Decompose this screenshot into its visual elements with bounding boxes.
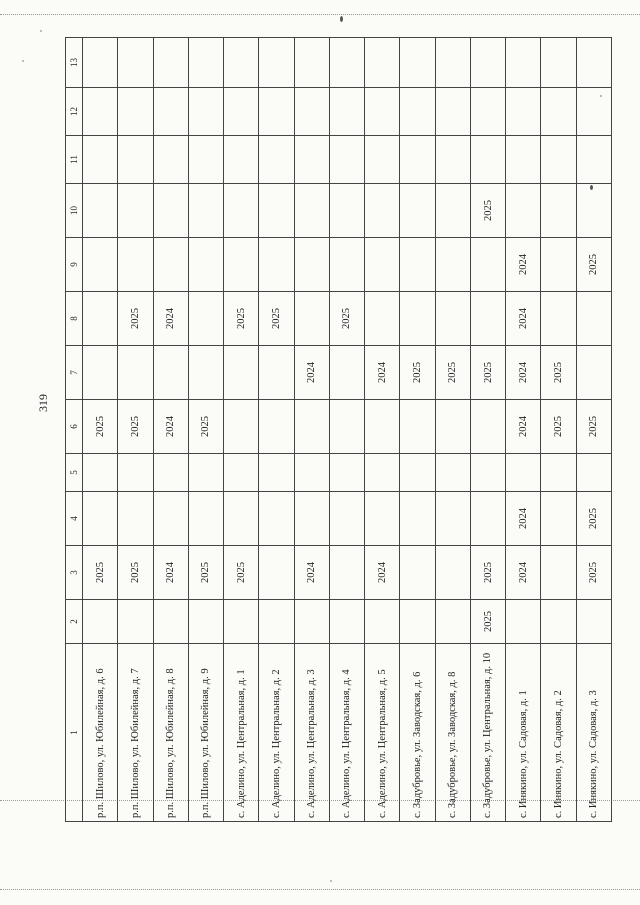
table-row: [153, 38, 188, 822]
year-cell: [153, 600, 188, 644]
scan-speck: [340, 16, 343, 22]
address-cell: р.п. Шилово, ул. Юбилейная, д. 9: [188, 644, 223, 822]
year-cell: [576, 600, 611, 644]
table-row: [83, 38, 118, 822]
year-cell: [188, 346, 223, 400]
year-cell: [435, 88, 470, 136]
year-cell: [224, 136, 259, 184]
column-header: 4: [66, 492, 83, 546]
year-cell: 2024: [506, 238, 541, 292]
year-cell: [329, 454, 364, 492]
year-cell: [329, 88, 364, 136]
year-cell: [365, 400, 400, 454]
year-cell: [329, 492, 364, 546]
year-cell: [153, 184, 188, 238]
year-cell: [259, 136, 294, 184]
column-header: 11: [66, 136, 83, 184]
year-cell: 2025: [224, 546, 259, 600]
scan-speck: [330, 880, 332, 882]
year-cell: [118, 346, 153, 400]
year-cell: [541, 136, 576, 184]
year-cell: [188, 492, 223, 546]
year-cell: [329, 38, 364, 88]
year-cell: 2024: [294, 546, 329, 600]
year-cell: [224, 38, 259, 88]
year-cell: 2025: [576, 546, 611, 600]
year-cell: [153, 238, 188, 292]
year-cell: [188, 136, 223, 184]
year-cell: [224, 238, 259, 292]
table-row: [329, 38, 364, 822]
year-cell: [224, 88, 259, 136]
column-header: 7: [66, 346, 83, 400]
year-cell: 2025: [118, 292, 153, 346]
year-cell: [435, 136, 470, 184]
table-row: [400, 38, 435, 822]
address-cell: р.п. Шилово, ул. Юбилейная, д. 8: [153, 644, 188, 822]
year-cell: [576, 454, 611, 492]
year-cell: [435, 546, 470, 600]
year-cell: [576, 184, 611, 238]
year-cell: [435, 38, 470, 88]
address-cell: с. Аделино, ул. Центральная, д. 2: [259, 644, 294, 822]
table-row: [435, 38, 470, 822]
year-cell: [83, 454, 118, 492]
year-cell: [118, 184, 153, 238]
year-cell: [576, 346, 611, 400]
year-cell: [365, 454, 400, 492]
address-cell: с. Задубровье, ул. Заводская, д. 8: [435, 644, 470, 822]
year-cell: [118, 38, 153, 88]
year-cell: [400, 38, 435, 88]
year-cell: [400, 238, 435, 292]
year-cell: [400, 454, 435, 492]
year-cell: [224, 492, 259, 546]
year-cell: [435, 600, 470, 644]
year-cell: [329, 546, 364, 600]
year-cell: 2024: [506, 400, 541, 454]
year-cell: [541, 184, 576, 238]
year-cell: 2025: [470, 184, 505, 238]
year-cell: [294, 184, 329, 238]
year-cell: 2025: [470, 546, 505, 600]
year-cell: [541, 38, 576, 88]
year-cell: 2025: [576, 238, 611, 292]
year-cell: 2024: [365, 546, 400, 600]
year-cell: [506, 454, 541, 492]
table-container: [65, 38, 612, 822]
column-header: 9: [66, 238, 83, 292]
year-cell: [470, 400, 505, 454]
page-number: 319: [36, 394, 50, 412]
year-cell: [576, 136, 611, 184]
year-cell: [224, 600, 259, 644]
year-cell: [259, 346, 294, 400]
scan-speck: [40, 30, 42, 32]
year-cell: [506, 88, 541, 136]
table-row: [576, 38, 611, 822]
table-row: [365, 38, 400, 822]
year-cell: 2025: [576, 400, 611, 454]
year-cell: [294, 492, 329, 546]
year-cell: 2025: [541, 346, 576, 400]
year-cell: [118, 600, 153, 644]
year-cell: 2024: [506, 546, 541, 600]
year-cell: [365, 238, 400, 292]
table-row: [470, 38, 505, 822]
year-cell: 2025: [188, 400, 223, 454]
year-cell: [188, 238, 223, 292]
address-cell: с. Инякино, ул. Садовая, д. 2: [541, 644, 576, 822]
address-cell: р.п. Шилово, ул. Юбилейная, д. 6: [83, 644, 118, 822]
year-cell: [153, 454, 188, 492]
table-row: [224, 38, 259, 822]
year-cell: [541, 546, 576, 600]
year-cell: [224, 400, 259, 454]
year-cell: 2024: [365, 346, 400, 400]
year-cell: [329, 600, 364, 644]
table-row: [188, 38, 223, 822]
year-cell: [576, 88, 611, 136]
year-cell: [83, 238, 118, 292]
year-cell: [83, 346, 118, 400]
year-cell: [259, 600, 294, 644]
year-cell: [83, 492, 118, 546]
year-cell: 2024: [506, 292, 541, 346]
column-header: 3: [66, 546, 83, 600]
year-cell: [400, 600, 435, 644]
year-cell: 2024: [506, 346, 541, 400]
year-cell: 2024: [294, 346, 329, 400]
address-cell: с. Инякино, ул. Садовая, д. 3: [576, 644, 611, 822]
table-row: [118, 38, 153, 822]
scan-edge-top: [0, 14, 640, 16]
year-cell: [83, 184, 118, 238]
year-cell: [365, 88, 400, 136]
year-cell: [224, 184, 259, 238]
year-cell: [365, 38, 400, 88]
year-cell: [400, 492, 435, 546]
year-cell: [365, 136, 400, 184]
year-cell: 2025: [470, 346, 505, 400]
year-cell: [294, 136, 329, 184]
year-cell: 2025: [83, 546, 118, 600]
year-cell: [294, 292, 329, 346]
year-cell: 2025: [83, 400, 118, 454]
year-cell: [188, 600, 223, 644]
year-cell: [259, 88, 294, 136]
year-cell: [470, 88, 505, 136]
year-cell: [294, 600, 329, 644]
address-cell: с. Аделино, ул. Центральная, д. 3: [294, 644, 329, 822]
year-cell: [435, 184, 470, 238]
year-cell: 2025: [400, 346, 435, 400]
year-cell: [118, 136, 153, 184]
column-header: 13: [66, 38, 83, 88]
year-cell: [541, 88, 576, 136]
address-cell: с. Задубровье, ул. Центральная, д. 10: [470, 644, 505, 822]
address-cell: с. Инякино, ул. Садовая, д. 1: [506, 644, 541, 822]
year-cell: [259, 492, 294, 546]
year-cell: [400, 292, 435, 346]
year-cell: [118, 88, 153, 136]
year-cell: [435, 400, 470, 454]
year-cell: [541, 492, 576, 546]
address-cell: с. Задубровье, ул. Заводская, д. 6: [400, 644, 435, 822]
year-cell: [153, 88, 188, 136]
year-cell: [259, 38, 294, 88]
year-cell: [400, 546, 435, 600]
year-cell: [576, 292, 611, 346]
year-cell: [153, 492, 188, 546]
year-cell: 2025: [576, 492, 611, 546]
year-cell: [294, 38, 329, 88]
column-header: 8: [66, 292, 83, 346]
address-cell: с. Аделино, ул. Центральная, д. 5: [365, 644, 400, 822]
year-cell: [83, 292, 118, 346]
year-cell: [435, 292, 470, 346]
year-cell: 2024: [153, 292, 188, 346]
year-cell: [83, 136, 118, 184]
address-cell: с. Аделино, ул. Центральная, д. 4: [329, 644, 364, 822]
year-cell: [506, 38, 541, 88]
year-cell: 2025: [118, 400, 153, 454]
year-cell: [329, 238, 364, 292]
year-cell: [118, 238, 153, 292]
year-cell: [506, 136, 541, 184]
year-cell: [470, 238, 505, 292]
rotated-table-frame: [65, 38, 612, 822]
year-cell: [435, 238, 470, 292]
year-cell: [400, 88, 435, 136]
column-header: 6: [66, 400, 83, 454]
year-cell: [470, 292, 505, 346]
column-header: 5: [66, 454, 83, 492]
year-cell: [188, 292, 223, 346]
year-cell: 2025: [329, 292, 364, 346]
year-cell: [83, 600, 118, 644]
scan-speck: [22, 60, 24, 62]
year-cell: [188, 88, 223, 136]
year-cell: [329, 346, 364, 400]
year-cell: [118, 454, 153, 492]
column-header: 1: [66, 644, 83, 822]
year-cell: 2025: [470, 600, 505, 644]
year-cell: [153, 346, 188, 400]
column-header: 2: [66, 600, 83, 644]
year-cell: [506, 600, 541, 644]
year-cell: [435, 454, 470, 492]
year-cell: [188, 184, 223, 238]
year-cell: 2024: [153, 546, 188, 600]
year-cell: [83, 88, 118, 136]
year-cell: [153, 136, 188, 184]
year-cell: [224, 454, 259, 492]
year-cell: [470, 136, 505, 184]
year-cell: [294, 238, 329, 292]
year-cell: [470, 454, 505, 492]
column-header: 12: [66, 88, 83, 136]
year-cell: [188, 454, 223, 492]
year-cell: [259, 400, 294, 454]
year-cell: [224, 346, 259, 400]
year-cell: [329, 184, 364, 238]
year-cell: [153, 38, 188, 88]
year-cell: [400, 400, 435, 454]
year-cell: 2025: [435, 346, 470, 400]
year-cell: [470, 492, 505, 546]
year-cell: [259, 238, 294, 292]
table-row: [506, 38, 541, 822]
address-cell: р.п. Шилово, ул. Юбилейная, д. 7: [118, 644, 153, 822]
year-cell: [576, 38, 611, 88]
year-cell: [541, 600, 576, 644]
year-cell: [541, 454, 576, 492]
year-cell: [400, 136, 435, 184]
address-cell: с. Аделино, ул. Центральная, д. 1: [224, 644, 259, 822]
year-cell: 2025: [188, 546, 223, 600]
year-cell: 2025: [541, 400, 576, 454]
year-cell: [259, 454, 294, 492]
year-cell: [259, 184, 294, 238]
year-cell: 2025: [224, 292, 259, 346]
schedule-table: [65, 37, 612, 822]
year-cell: [435, 492, 470, 546]
year-cell: [470, 38, 505, 88]
year-cell: [506, 184, 541, 238]
year-cell: 2025: [259, 292, 294, 346]
year-cell: [118, 492, 153, 546]
year-cell: 2024: [506, 492, 541, 546]
year-cell: [365, 184, 400, 238]
year-cell: [259, 546, 294, 600]
scan-speck: [600, 95, 602, 97]
year-cell: 2024: [153, 400, 188, 454]
column-header: 10: [66, 184, 83, 238]
year-cell: 2025: [118, 546, 153, 600]
table-row: [541, 38, 576, 822]
year-cell: [294, 454, 329, 492]
year-cell: [400, 184, 435, 238]
year-cell: [541, 238, 576, 292]
year-cell: [294, 400, 329, 454]
table-row: [259, 38, 294, 822]
year-cell: [365, 292, 400, 346]
year-cell: [83, 38, 118, 88]
year-cell: [329, 400, 364, 454]
year-cell: [188, 38, 223, 88]
scan-speck: [590, 185, 593, 190]
year-cell: [365, 492, 400, 546]
table-row: [294, 38, 329, 822]
year-cell: [365, 600, 400, 644]
year-cell: [541, 292, 576, 346]
table-header-row: [66, 38, 83, 822]
year-cell: [329, 136, 364, 184]
scan-edge-bottom-2: [0, 889, 640, 891]
year-cell: [294, 88, 329, 136]
